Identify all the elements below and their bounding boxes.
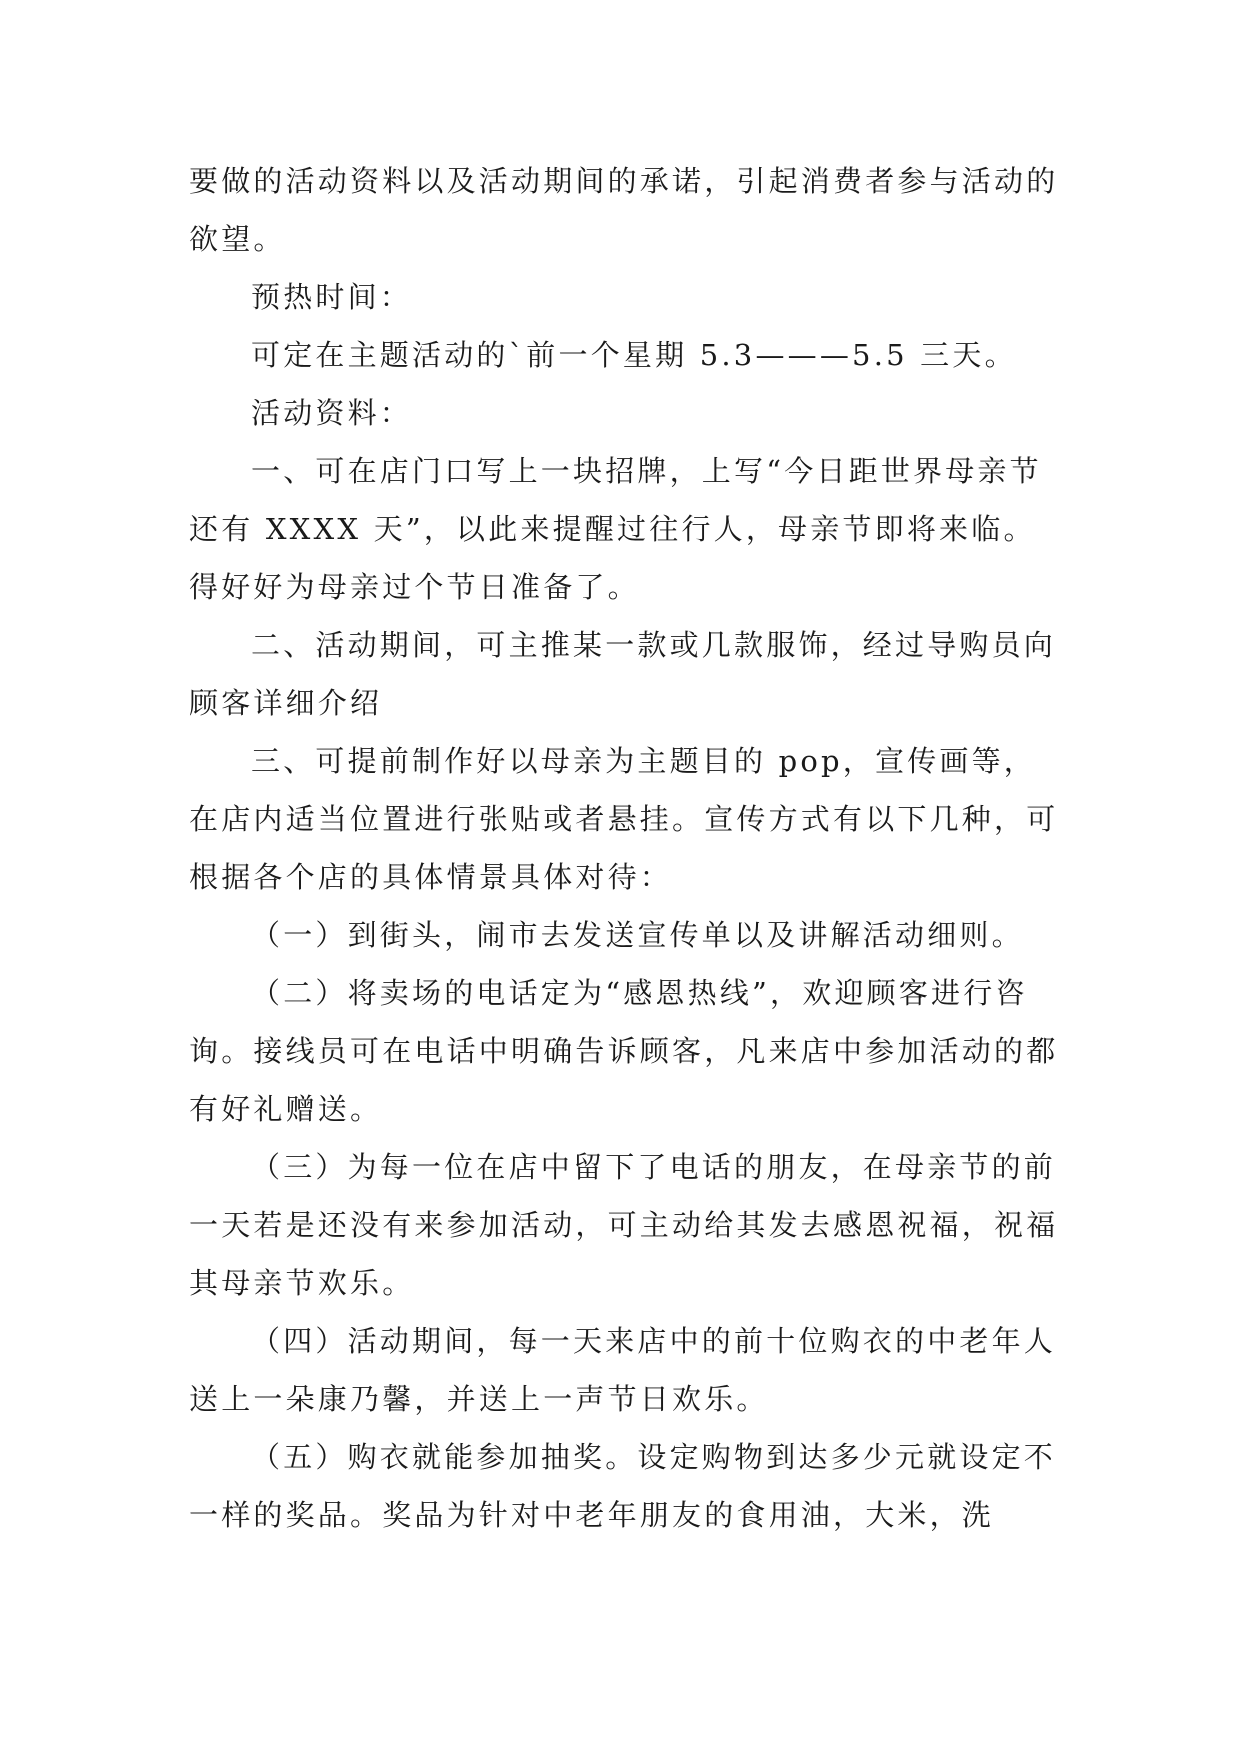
paragraph-activity-heading: 活动资料： bbox=[251, 396, 413, 430]
paragraph-continuation: 要做的活动资料以及活动期间的承诺，引起消费者参与活动的欲望。 bbox=[189, 164, 1059, 256]
paragraph-item-1: 一、可在店门口写上一块招牌，上写“今日距世界母亲节还有 XXXX 天”，以此来提醒过往行人，母亲节即将来临。得好好为母亲过个节日准备了。 bbox=[189, 454, 1042, 604]
paragraph-item-3: 三、可提前制作好以母亲为主题目的 pop，宣传画等，在店内适当位置进行张贴或者悬挂。宣传方式有以下几种，可根据各个店的具体情景具体对待： bbox=[189, 744, 1059, 894]
paragraph-item-2: 二、活动期间，可主推某一款或几款服饰，经过导购员向顾客详细介绍 bbox=[189, 628, 1057, 720]
document-body bbox=[189, 152, 1065, 1544]
paragraph-subitem-1: （一）到街头，闹市去发送宣传单以及讲解活动细则。 bbox=[251, 918, 1024, 952]
paragraph-preheat-heading: 预热时间： bbox=[251, 280, 413, 314]
paragraph-preheat-time: 可定在主题活动的`前一个星期 5.3———5.5 三天。 bbox=[251, 338, 1017, 372]
paragraph-subitem-5: （五）购衣就能参加抽奖。设定购物到达多少元就设定不一样的奖品。奖品为针对中老年朋友的食用油，大米，洗 bbox=[189, 1440, 1057, 1532]
paragraph-subitem-3: （三）为每一位在店中留下了电话的朋友，在母亲节的前一天若是还没有来参加活动，可主动给其发去感恩祝福，祝福其母亲节欢乐。 bbox=[189, 1150, 1059, 1300]
paragraph-subitem-4: （四）活动期间，每一天来店中的前十位购衣的中老年人送上一朵康乃馨，并送上一声节日欢乐。 bbox=[189, 1324, 1057, 1416]
paragraph-subitem-2: （二）将卖场的电话定为“感恩热线”，欢迎顾客进行咨询。接线员可在电话中明确告诉顾客，凡来店中参加活动的都有好礼赠送。 bbox=[189, 976, 1059, 1126]
